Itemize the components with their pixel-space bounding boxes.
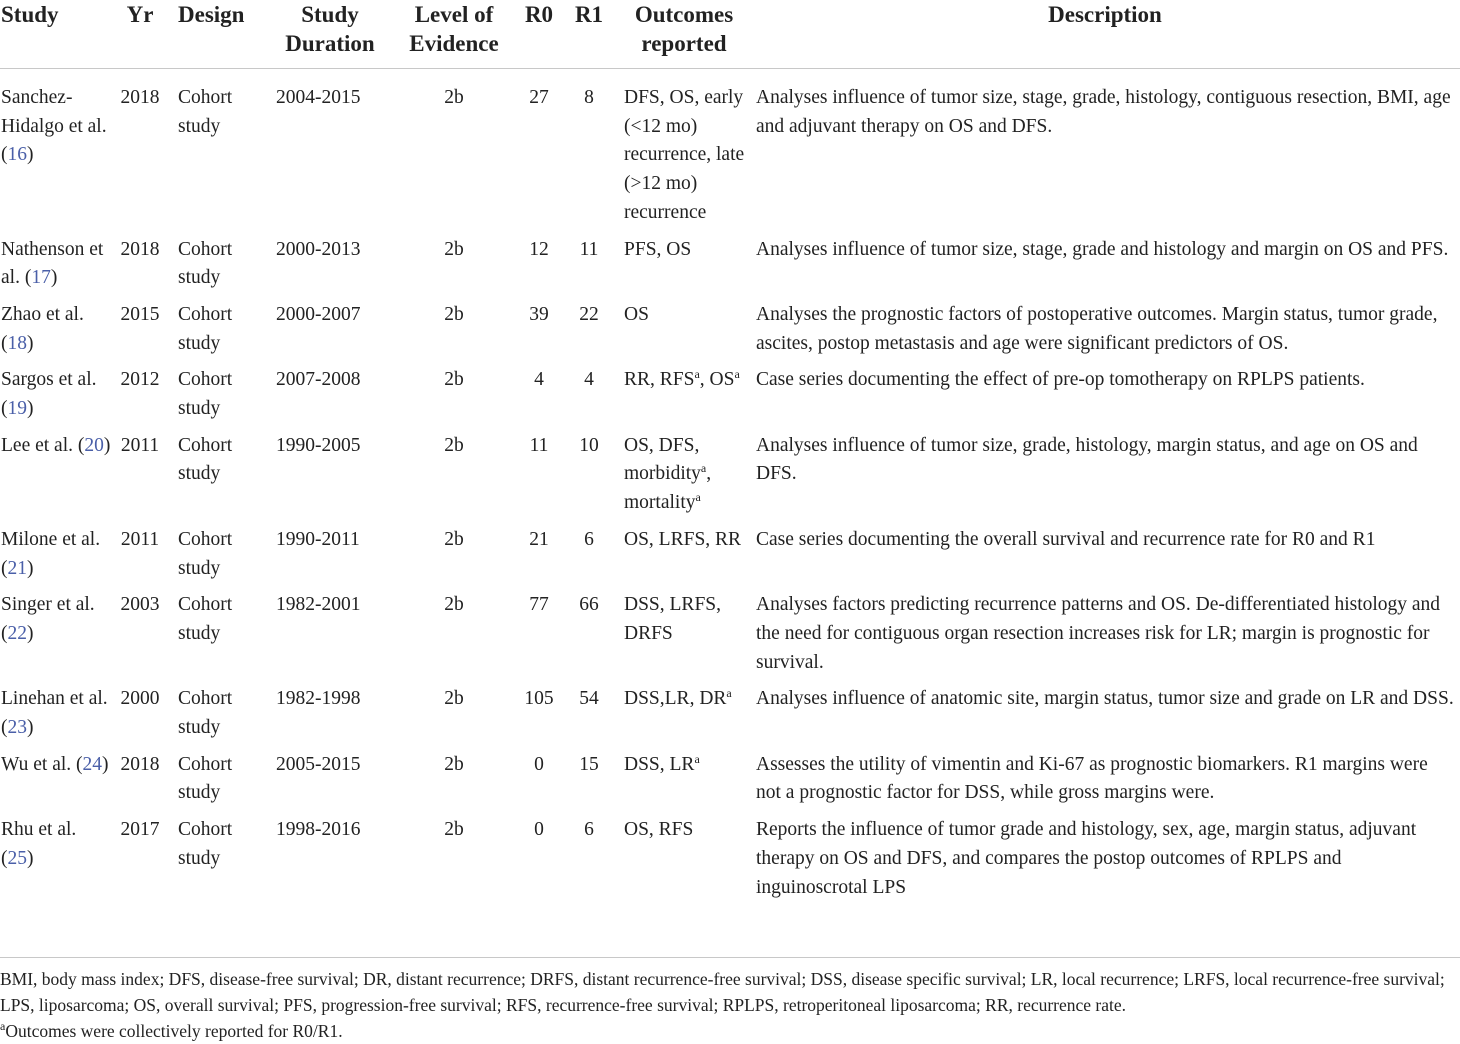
reference-link[interactable]: 20 [84, 434, 104, 456]
reference-link[interactable]: 22 [7, 622, 27, 644]
level-cell: 2b [444, 819, 464, 841]
header-row [0, 0, 1460, 69]
r1-cell: 15 [579, 753, 599, 775]
r1-cell: 8 [584, 87, 594, 108]
description-cell: Analyses the prognostic factors of postoperative outcomes. Margin status, tumor grade, ascites, postop metastasis and age were significant predictors of OS. [756, 303, 1438, 354]
table-row [0, 69, 1460, 236]
study-cell: Linehan et al. (23) [1, 688, 108, 739]
study-cell: Milone et al.(21) [1, 528, 101, 579]
r1-cell: 10 [579, 434, 599, 456]
year-cell: 2011 [120, 434, 160, 456]
r1-cell: 6 [584, 819, 594, 841]
year-cell: 2000 [120, 688, 160, 710]
duration-cell: 1990-2005 [276, 434, 361, 456]
header-r0: R0 [524, 2, 554, 27]
description-cell: Analyses factors predicting recurrence patterns and OS. De-differentiated histology and the need for contiguous organ resection increases risk for LR; margin is prognostic for survival. [756, 594, 1441, 673]
outcomes-cell: DFS, OS, early (<12 mo) recurrence, late (>12 mo) recurrence [624, 87, 745, 223]
outcomes-cell: DSS, $LR^a$ [624, 751, 700, 775]
r0-cell: 39 [529, 303, 549, 325]
table-row [0, 591, 1460, 685]
study-cell: Zhao et al. (18) [1, 303, 84, 354]
r0-cell: 77 [529, 594, 549, 616]
description-cell: Analyses influence of tumor size, stage, grade, histology, contiguous resection, BMI, age and adjuvant therapy on OS and DFS. [756, 87, 1451, 137]
outcomes-cell: OS, RFS [624, 819, 694, 841]
reference-link[interactable]: 16 [7, 144, 27, 166]
design-cell: Cohort study [178, 753, 233, 804]
study-cell: Singer et al. (22) [1, 594, 95, 644]
duration-cell: 1982-2001 [276, 594, 361, 616]
level-cell: 2b [444, 688, 464, 710]
table-footnotes [0, 957, 1460, 1044]
description-cell: Case series documenting the overall survival and recurrence rate for R0 and R1 [756, 528, 1376, 550]
duration-cell: 2004-2015 [276, 87, 361, 108]
year-cell: 2018 [120, 238, 160, 260]
design-cell: Cohort study [178, 688, 233, 739]
study-cell: Lee et al. (20) [1, 434, 111, 456]
study-cell: Wu et al. (24) [1, 753, 109, 775]
design-cell: Cohort study [178, 238, 233, 289]
table-row [0, 366, 1460, 431]
r1-cell: 22 [579, 303, 599, 325]
design-cell: Cohort study [178, 594, 233, 644]
duration-cell: 2005-2015 [276, 753, 361, 775]
table-row [0, 526, 1460, 591]
collective-note: $^a$Outcomes were collectively reported for R0/R1. [0, 1019, 343, 1041]
r1-cell: 66 [579, 594, 599, 616]
level-cell: 2b [444, 369, 464, 391]
outcomes-cell: DSS,LR, $DR^a$ [624, 686, 732, 710]
reference-link[interactable]: 21 [7, 557, 27, 579]
reference-link[interactable]: 18 [7, 332, 27, 354]
r0-cell: 0 [534, 819, 544, 841]
header-level: Level of Evidence [409, 2, 499, 56]
table-row [0, 301, 1460, 366]
year-cell: 2018 [120, 753, 160, 775]
reference-link[interactable]: 19 [7, 398, 27, 420]
table-row [0, 236, 1460, 301]
outcomes-cell: PFS, OS [624, 238, 692, 260]
study-cell: Sanchez-Hidalgo et al. (16) [1, 87, 107, 166]
description-cell: Analyses influence of tumor size, grade, histology, margin status, and age on OS and DFS. [756, 434, 1418, 485]
level-cell: 2b [444, 303, 464, 325]
year-cell: 2012 [120, 369, 160, 391]
table-row [0, 816, 1460, 910]
table-row [0, 751, 1460, 816]
duration-cell: 2000-2013 [276, 238, 361, 260]
description-cell: Assesses the utility of vimentin and Ki-67 as prognostic biomarkers. R1 margins were not a prognostic factor for DSS, while gross margins were. [756, 753, 1428, 804]
r0-cell: 11 [529, 434, 549, 456]
level-cell: 2b [444, 753, 464, 775]
level-cell: 2b [444, 87, 464, 108]
header-design: Design [178, 2, 245, 27]
outcomes-cell: RR, RFS$^a$, $OS^a$ [624, 367, 740, 391]
year-cell: 2015 [120, 303, 160, 325]
header-duration: Study Duration [285, 2, 375, 56]
r0-cell: 21 [529, 528, 549, 550]
reference-link[interactable]: 25 [7, 847, 27, 869]
header-study: Study [1, 2, 59, 27]
level-cell: 2b [444, 434, 464, 456]
description-cell: Case series documenting the effect of pre-op tomotherapy on RPLPS patients. [756, 369, 1365, 391]
level-cell: 2b [444, 528, 464, 550]
duration-cell: 2007-2008 [276, 369, 361, 391]
r0-cell: 12 [529, 238, 549, 260]
design-cell: Cohort study [178, 303, 233, 354]
year-cell: 2003 [120, 594, 160, 616]
r1-cell: 6 [584, 528, 594, 550]
r1-cell: 54 [579, 688, 599, 710]
outcomes-cell: OS, LRFS, RR [624, 528, 742, 550]
r0-cell: 105 [524, 688, 554, 710]
outcomes-cell: OS [624, 303, 649, 325]
design-cell: Cohort study [178, 819, 233, 869]
r1-cell: 4 [584, 369, 594, 391]
study-cell: Sargos et al. (19) [1, 369, 97, 420]
header-yr: Yr [126, 2, 154, 27]
header-description: Description [1048, 2, 1162, 27]
duration-cell: 1998-2016 [276, 819, 361, 841]
reference-link[interactable]: 17 [31, 267, 51, 289]
year-cell: 2017 [120, 819, 160, 841]
year-cell: 2011 [120, 528, 160, 550]
r0-cell: 27 [529, 87, 549, 108]
year-cell: 2018 [120, 87, 160, 108]
description-cell: Reports the influence of tumor grade and histology, sex, age, margin status, adjuvant therapy on OS and DFS, and compares the postop outcomes of RPLPS and inguinoscrotal LPS [756, 819, 1417, 898]
header-r1: R1 [574, 2, 604, 27]
outcomes-cell: DSS, LRFS, DRFS [624, 594, 722, 644]
reference-link[interactable]: 23 [7, 717, 27, 739]
header-outcomes: Outcomes reported [634, 2, 734, 56]
description-cell: Analyses influence of anatomic site, margin status, tumor size and grade on LR and DSS. [756, 688, 1454, 710]
design-cell: Cohort study [178, 87, 233, 137]
design-cell: Cohort study [178, 369, 233, 420]
duration-cell: 1982-1998 [276, 688, 361, 710]
outcomes-cell: OS, DFS, morbidity$^a$, mortality$^a$ [624, 434, 712, 514]
study-cell: Rhu et al. (25) [1, 819, 77, 869]
level-cell: 2b [444, 238, 464, 260]
design-cell: Cohort study [178, 528, 233, 579]
abbreviations-note: BMI, body mass index; DFS, disease-free survival; DR, distant recurrence; DRFS, distant recurrence-free survival; DSS, disease specific survival; LR, local recurrence; LRFS, local recurrence-free survival; LPS, liposarcoma; OS, overall survival; PFS, progression-free survival; RFS, recurrence-free survival; RPLPS, retroperitoneal liposarcoma; RR, recurrence rate. [0, 969, 1445, 1015]
table-row [0, 685, 1460, 750]
r0-cell: 4 [534, 369, 544, 391]
design-cell: Cohort study [178, 434, 233, 485]
study-cell: Nathenson et al. (17) [1, 238, 104, 289]
description-cell: Analyses influence of tumor size, stage, grade and histology and margin on OS and PFS. [756, 238, 1449, 260]
level-cell: 2b [444, 594, 464, 616]
r0-cell: 0 [534, 753, 544, 775]
table-row [0, 432, 1460, 526]
r1-cell: 11 [579, 238, 599, 260]
duration-cell: 2000-2007 [276, 303, 361, 325]
duration-cell: 1990-2011 [276, 528, 360, 550]
reference-link[interactable]: 24 [82, 753, 103, 775]
